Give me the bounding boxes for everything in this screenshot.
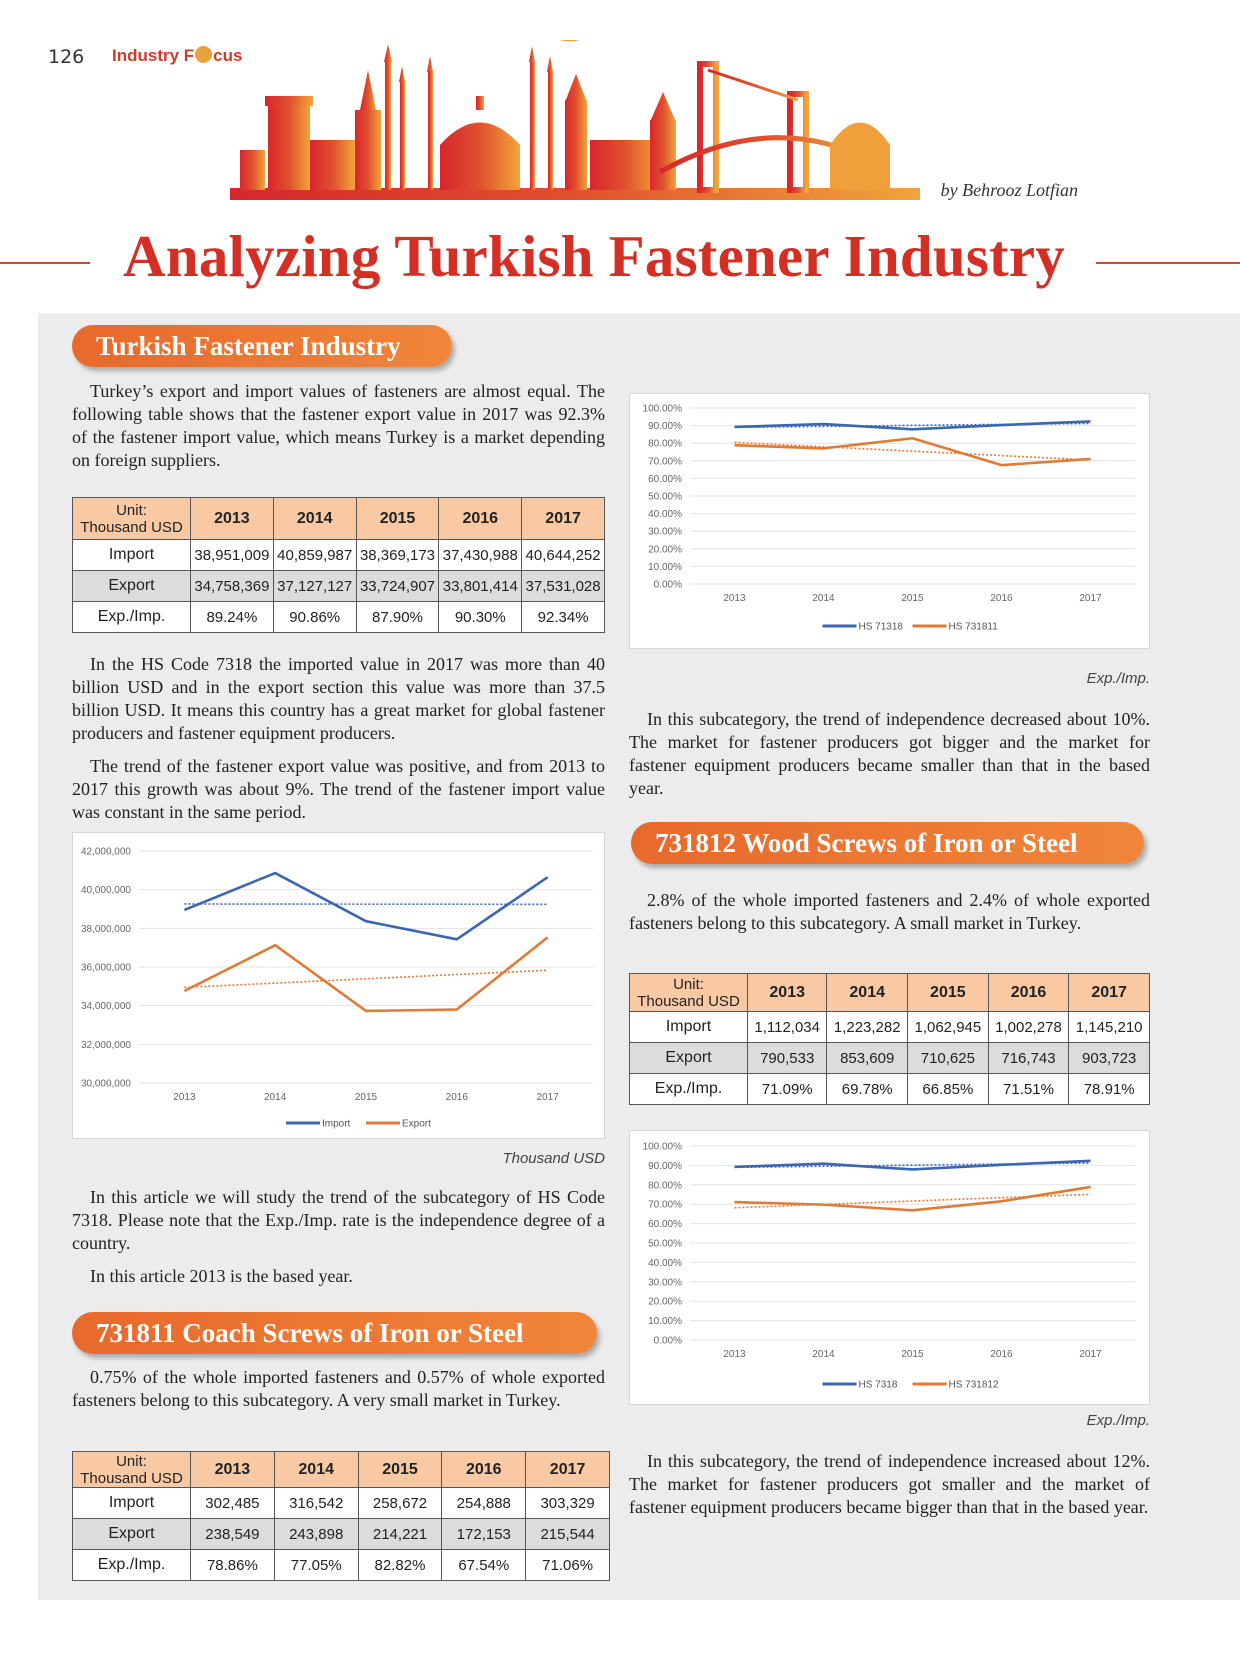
table-row (73, 1488, 610, 1519)
year-header: 2014 (827, 974, 908, 1012)
y-tick-label: 30.00% (648, 526, 682, 538)
row-label: Export (73, 571, 191, 602)
x-tick-label: 2014 (812, 1349, 835, 1360)
byline: by Behrooz Lotfian (940, 180, 1078, 200)
table-cell: 1,112,034 (748, 1012, 827, 1043)
trendline-export (184, 970, 547, 987)
table-cell: 716,743 (988, 1043, 1069, 1074)
table-cell: 302,485 (191, 1488, 275, 1519)
chart-caption-exp-imp-731812: Exp./Imp. (1086, 1412, 1150, 1429)
table-cell: 40,644,252 (522, 540, 605, 571)
chart-731812 (629, 1130, 1150, 1405)
chart-caption-thousand-usd: Thousand USD (502, 1150, 605, 1167)
chart-caption-exp-imp-731811: Exp./Imp. (1086, 670, 1150, 687)
table-cell: 82.82% (358, 1550, 442, 1581)
table-cell: 1,223,282 (827, 1012, 908, 1043)
page-number: 126 (48, 46, 85, 68)
year-header: 2015 (358, 1452, 442, 1488)
chart-import-export (72, 832, 605, 1139)
table-cell: 853,609 (827, 1043, 908, 1074)
section-heading-731811: 731811 Coach Screws of Iron or Steel (72, 1312, 597, 1354)
paragraph-731811-analysis: In this subcategory, the trend of independence decreased about 10%. The market for fastener producers got bigger and the market for fastener equipment producers became smaller than that in the based year. (629, 709, 1150, 798)
table-cell: 33,801,414 (439, 571, 522, 602)
row-label: Import (73, 1488, 191, 1519)
chart-731811-svg (630, 394, 1151, 650)
table-cell: 254,888 (442, 1488, 526, 1519)
x-tick-label: 2013 (723, 1349, 746, 1360)
row-label: Export (73, 1519, 191, 1550)
table-cell: 1,062,945 (908, 1012, 989, 1043)
y-tick-label: 20.00% (648, 544, 682, 556)
section-heading-731812: 731812 Wood Screws of Iron or Steel (631, 822, 1144, 864)
unit-header: Unit: Thousand USD (630, 974, 748, 1012)
year-header: 2014 (273, 498, 356, 540)
sun-icon (195, 46, 212, 63)
intro-text (72, 380, 605, 482)
y-tick-label: 20.00% (648, 1296, 682, 1308)
table-cell: 303,329 (526, 1488, 610, 1519)
table-row (73, 540, 605, 571)
x-tick-label: 2014 (264, 1092, 287, 1103)
y-tick-label: 30.00% (648, 1277, 682, 1289)
legend-label: HS 731812 (948, 1379, 999, 1391)
year-header: 2014 (274, 1452, 358, 1488)
x-tick-label: 2015 (354, 1092, 378, 1103)
x-tick-label: 2013 (723, 593, 746, 604)
table-cell: 92.34% (522, 602, 605, 633)
row-label: Exp./Imp. (73, 602, 191, 633)
table-row (630, 1043, 1150, 1074)
x-tick-label: 2016 (445, 1092, 468, 1103)
paragraph-base-year: In this article 2013 is the based year. (90, 1266, 353, 1286)
table-row (73, 1550, 610, 1581)
y-tick-label: 90.00% (648, 421, 682, 433)
x-tick-label: 2016 (990, 1349, 1013, 1360)
y-tick-label: 10.00% (648, 1316, 682, 1328)
table-cell: 87.90% (356, 602, 439, 633)
year-header: 2016 (442, 1452, 526, 1488)
x-tick-label: 2015 (901, 1349, 924, 1360)
chart-731811 (629, 393, 1150, 649)
table-cell: 37,127,127 (273, 571, 356, 602)
section-731811-analysis-text (629, 708, 1150, 810)
table-fastener-totals (72, 497, 605, 633)
table-cell: 710,625 (908, 1043, 989, 1074)
y-tick-label: 30,000,000 (80, 1078, 131, 1090)
table-row (73, 602, 605, 633)
chart-731812-svg (630, 1131, 1151, 1406)
legend-label: Import (322, 1118, 351, 1130)
paragraph-hs7318-values: In the HS Code 7318 the imported value in 2017 was more than 40 billion USD and in the export section this value was more than 37.5 billion USD. It means this country has a great market for global fastener producers and fastener equipment producers. (72, 654, 605, 743)
x-tick-label: 2014 (812, 593, 835, 604)
table-cell: 316,542 (274, 1488, 358, 1519)
y-tick-label: 10.00% (648, 561, 682, 573)
table-cell: 34,758,369 (191, 571, 274, 602)
year-header: 2013 (191, 498, 274, 540)
x-tick-label: 2017 (1079, 1349, 1102, 1360)
y-tick-label: 70.00% (648, 456, 682, 468)
y-tick-label: 38,000,000 (80, 923, 131, 935)
unit-header: Unit: Thousand USD (73, 1452, 191, 1488)
row-label: Exp./Imp. (630, 1074, 748, 1105)
table-731811 (72, 1451, 610, 1581)
article-scope-text (72, 1186, 605, 1298)
intro-paragraph: Turkey’s export and import values of fasteners are almost equal. The following table shows that the fastener export value in 2017 was 92.3% of the fastener import value, which means Turkey is a market depending on foreign suppliers. (72, 381, 605, 470)
year-header: 2017 (526, 1452, 610, 1488)
x-tick-label: 2016 (990, 593, 1013, 604)
x-tick-label: 2013 (173, 1092, 196, 1103)
y-tick-label: 60.00% (648, 1219, 682, 1231)
table-cell: 38,951,009 (191, 540, 274, 571)
row-label: Export (630, 1043, 748, 1074)
y-tick-label: 40,000,000 (80, 885, 131, 897)
y-tick-label: 50.00% (648, 491, 682, 503)
table-cell: 214,221 (358, 1519, 442, 1550)
x-tick-label: 2015 (901, 593, 924, 604)
table-cell: 33,724,907 (356, 571, 439, 602)
unit-header: Unit: Thousand USD (73, 498, 191, 540)
y-tick-label: 80.00% (648, 1180, 682, 1192)
table-cell: 90.30% (439, 602, 522, 633)
y-tick-label: 70.00% (648, 1199, 682, 1211)
table-cell: 790,533 (748, 1043, 827, 1074)
table-cell: 67.54% (442, 1550, 526, 1581)
y-tick-label: 60.00% (648, 473, 682, 485)
row-label: Import (630, 1012, 748, 1043)
y-tick-label: 36,000,000 (80, 962, 131, 974)
table-cell: 38,369,173 (356, 540, 439, 571)
y-tick-label: 32,000,000 (80, 1039, 131, 1051)
paragraph-731812-intro: 2.8% of the whole imported fasteners and 2.4% of whole exported fasteners belong to this subcategory. A small market in Turkey. (629, 890, 1150, 933)
table-cell: 1,002,278 (988, 1012, 1069, 1043)
y-tick-label: 100.00% (642, 1141, 682, 1153)
year-header: 2016 (439, 498, 522, 540)
table-cell: 215,544 (526, 1519, 610, 1550)
series-line-import (184, 873, 547, 939)
table-cell: 71.51% (988, 1074, 1069, 1105)
table-row (73, 1519, 610, 1550)
article-title: Analyzing Turkish Fastener Industry (123, 223, 1065, 289)
year-header: 2013 (191, 1452, 275, 1488)
table-row (630, 1012, 1150, 1043)
table-731812 (629, 973, 1150, 1105)
table-cell: 90.86% (273, 602, 356, 633)
y-tick-label: 80.00% (648, 438, 682, 450)
year-header: 2013 (748, 974, 827, 1012)
brand-right: cus (213, 46, 243, 65)
table-cell: 40,859,987 (273, 540, 356, 571)
table-cell: 71.06% (526, 1550, 610, 1581)
table-cell: 243,898 (274, 1519, 358, 1550)
y-tick-label: 40.00% (648, 1257, 682, 1269)
table-cell: 69.78% (827, 1074, 908, 1105)
table-row (73, 571, 605, 602)
table-cell: 37,531,028 (522, 571, 605, 602)
y-tick-label: 100.00% (642, 403, 682, 415)
section-731812-intro-text (629, 889, 1150, 945)
paragraph-export-trend: The trend of the fastener export value was positive, and from 2013 to 2017 this growth was about 9%. The trend of the fastener import value was constant in the same period. (72, 756, 605, 822)
table-cell: 172,153 (442, 1519, 526, 1550)
table-cell: 1,145,210 (1069, 1012, 1150, 1043)
table-cell: 258,672 (358, 1488, 442, 1519)
section-heading-turkish-fastener-industry: Turkish Fastener Industry (72, 325, 452, 367)
year-header: 2015 (908, 974, 989, 1012)
year-header: 2017 (1069, 974, 1150, 1012)
year-header: 2015 (356, 498, 439, 540)
table-cell: 77.05% (274, 1550, 358, 1581)
hs7318-text (72, 653, 605, 834)
x-tick-label: 2017 (536, 1092, 559, 1103)
table-cell: 66.85% (908, 1074, 989, 1105)
legend-label: Export (402, 1118, 431, 1130)
y-tick-label: 42,000,000 (80, 846, 131, 858)
table-cell: 71.09% (748, 1074, 827, 1105)
table-cell: 238,549 (191, 1519, 275, 1550)
section-731812-analysis-text (629, 1450, 1150, 1529)
paragraph-731812-analysis: In this subcategory, the trend of independence increased about 12%. The market for fastener producers got smaller and the market of fastener equipment producers became bigger than that in the based year. (629, 1451, 1150, 1517)
brand-logo (112, 46, 242, 66)
year-header: 2016 (988, 974, 1069, 1012)
x-tick-label: 2017 (1079, 593, 1102, 604)
series-line-export (184, 937, 547, 1011)
paragraph-subcategory-study: In this article we will study the trend of the subcategory of HS Code 7318. Please note that the Exp./Imp. rate is the independence degree of a country. (72, 1187, 605, 1253)
year-header: 2017 (522, 498, 605, 540)
table-cell: 89.24% (191, 602, 274, 633)
y-tick-label: 34,000,000 (80, 1001, 131, 1013)
row-label: Import (73, 540, 191, 571)
table-cell: 78.86% (191, 1550, 275, 1581)
paragraph-731811-intro: 0.75% of the whole imported fasteners and 0.57% of whole exported fasteners belong to this subcategory. A very small market in Turkey. (72, 1367, 605, 1410)
series-line-hs-731812 (735, 1187, 1091, 1210)
y-tick-label: 90.00% (648, 1160, 682, 1172)
table-row (630, 1074, 1150, 1105)
table-cell: 903,723 (1069, 1043, 1150, 1074)
y-tick-label: 0.00% (653, 1335, 682, 1347)
legend-label: HS 731811 (948, 621, 998, 633)
table-cell: 37,430,988 (439, 540, 522, 571)
legend-label: HS 71318 (858, 621, 903, 633)
y-tick-label: 50.00% (648, 1238, 682, 1250)
section-731811-intro-text (72, 1366, 605, 1422)
row-label: Exp./Imp. (73, 1550, 191, 1581)
table-cell: 78.91% (1069, 1074, 1150, 1105)
y-tick-label: 0.00% (653, 579, 682, 591)
brand-left: Industry F (112, 46, 195, 65)
chart-main-svg (73, 833, 606, 1140)
legend-label: HS 7318 (858, 1379, 898, 1391)
trendline-hs-731811 (735, 442, 1091, 460)
istanbul-skyline-illustration (230, 40, 920, 200)
y-tick-label: 40.00% (648, 509, 682, 521)
